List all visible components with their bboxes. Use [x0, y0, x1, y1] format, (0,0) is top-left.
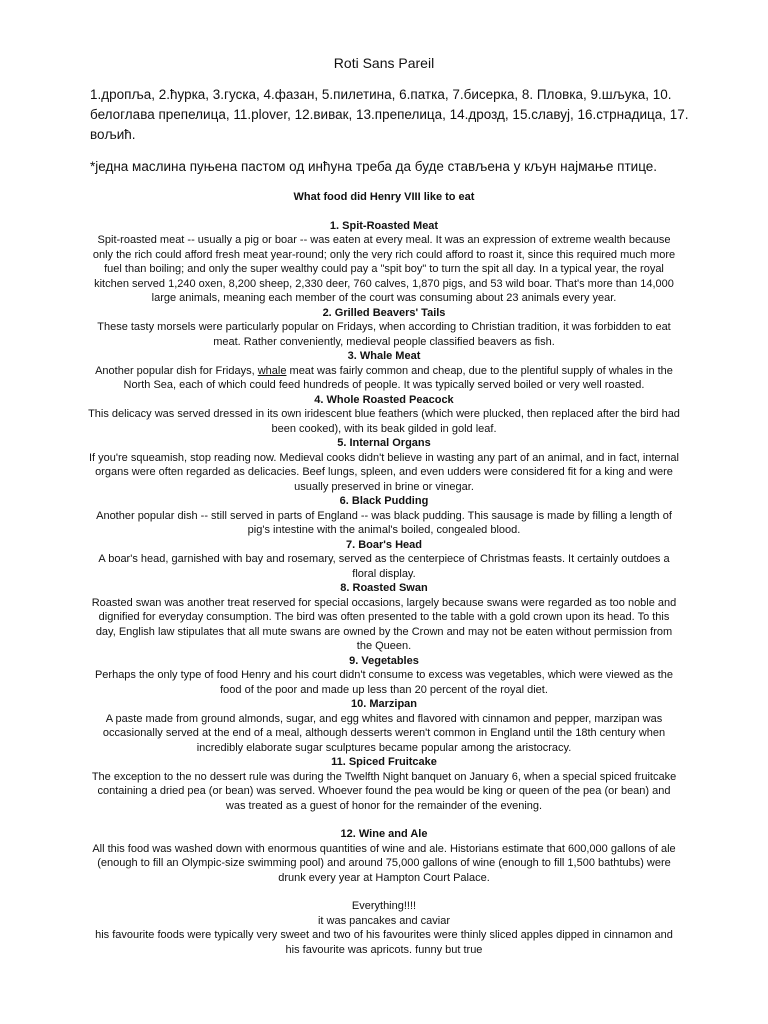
section-heading: 6. Black Pudding [339, 495, 429, 507]
section-heading: 5. Internal Organs [337, 437, 431, 449]
closing-line: his favourite foods were typically very sweet and two of his favourites were thinly sliced apples dipped in cinnamon and his favourite was apricots. funny but true [95, 929, 673, 956]
section-body: Another popular dish -- still served in parts of England -- was black pudding. This sausage is made by filling a length of pig's intestine with the animal's boiled, congealed blood. [96, 509, 672, 536]
section-heading: 7. Boar's Head [346, 538, 422, 551]
section-body: A paste made from ground almonds, sugar, and egg whites and flavored with cinnamon and pepper, marzipan was occasionally served at the end of a meal, although desserts weren't common in England until the 18th century when incredibly elaborate sugar sculptures became popular among the aristocracy. [102, 712, 666, 754]
spacer [88, 885, 680, 899]
olive-note: *једна маслина пуњена пастом од инћуна треба да буде стављена у кљун најмање птице. [90, 159, 658, 174]
section-2 [88, 306, 680, 350]
closing [88, 899, 680, 957]
section-body: This delicacy was served dressed in its own iridescent blue feathers (which were plucked, then replaced after the bird had been cooked), with its beak gilded in gold leaf. [88, 408, 680, 435]
page-title: Roti Sans Pareil [333, 55, 435, 71]
section-body: Roasted swan was another treat reserved for special occasions, largely because swans were regarded as too noble and dignified for everyday consumption. The bird was often presented to the table with a gold crown upon its head. To this day, English law stipulates that all mute swans are owned by the Crown and may not be eaten without permission from the Queen. [91, 596, 677, 652]
section-heading: 10. Marzipan [350, 698, 418, 710]
section-heading: 2. Grilled Beavers' Tails [322, 306, 446, 319]
section-7 [88, 538, 680, 582]
section-body [88, 364, 680, 393]
section-heading: 4. Whole Roasted Peacock [314, 393, 454, 406]
whale-link[interactable]: whale [257, 364, 287, 377]
section-8 [88, 581, 680, 654]
section-5 [88, 436, 680, 494]
section-body: If you're squeamish, stop reading now. Medieval cooks didn't believe in wasting any part of an animal, and in fact, internal organs were often regarded as delicacies. Beef lungs, spleen, and even udders were considered fit for a king and were usually preserved in brine or vinegar. [89, 451, 679, 493]
section-6 [88, 494, 680, 538]
section-body: The exception to the no dessert rule was during the Twelfth Night banquet on January 6, when a special spiced fruitcake containing a dried pea (or bean) was served. Whoever found the pea would be king or queen of the pea (or bean) and was treated as a guest of honor for the remainder of the evening. [91, 770, 677, 812]
section-heading: 12. Wine and Ale [340, 828, 428, 840]
section-body: Perhaps the only type of food Henry and his court didn't consume to excess was vegetables, which were viewed as the food of the poor and made up less than 20 percent of the royal diet. [94, 669, 674, 696]
section-heading: 8. Roasted Swan [340, 582, 428, 594]
closing-line: it was pancakes and caviar [317, 914, 451, 927]
spacer [88, 813, 680, 827]
section-heading: 1. Spit-Roasted Meat [329, 219, 439, 232]
section-body: A boar's head, garnished with bay and rosemary, served as the centerpiece of Christmas feasts. It certainly outdoes a floral display. [98, 553, 670, 580]
section-heading: 9. Vegetables [349, 654, 419, 667]
section-1 [88, 219, 680, 306]
section-10 [88, 697, 680, 755]
section-4 [88, 393, 680, 437]
section-heading: 11. Spiced Fruitcake [331, 756, 437, 768]
article [88, 190, 680, 957]
section-body: Spit-roasted meat -- usually a pig or boar -- was eaten at every meal. It was an expression of extreme wealth because only the rich could afford fresh meat year-round; only the very rich could afford to roast it, since this required much more fuel than boiling; and only the super wealthy could pay a "spit boy" to turn the spit all day. In a typical year, the royal kitchen served 1,240 oxen, 8,200 sheep, 2,330 deer, 760 calves, 1,870 pigs, and 53 wild boar. That's more than 14,000 large animals, meaning each member of the court was consuming about 23 animals every year. [92, 234, 676, 304]
section-body: All this food was washed down with enormous quantities of wine and ale. Historians estimate that 600,000 gallons of ale (enough to fill an Olympic-size swimming pool) and around 75,000 gallons of wine (enough to fill 1,500 bathtubs) were drunk every year at Hampton Court Palace. [92, 842, 676, 884]
section-body-text: Another popular dish for Fridays, [95, 364, 258, 377]
section-11 [88, 755, 680, 813]
section-body-text: meat was fairly common and cheap, due to the plentiful supply of whales in the North Sea, each of which could feed hundreds of people. It was typically served boiled or very well roasted. [123, 364, 673, 391]
section-body: These tasty morsels were particularly popular on Fridays, when according to Christian tradition, it was forbidden to eat meat. Rather conveniently, medieval people classified beavers as fish. [97, 321, 671, 348]
closing-line: Everything!!!! [351, 900, 417, 912]
article-title: What food did Henry VIII like to eat [293, 191, 475, 203]
section-9 [88, 654, 680, 698]
section-12 [88, 827, 680, 885]
section-heading: 3. Whale Meat [347, 350, 421, 362]
bird-list: 1.дропља, 2.ћурка, 3.гуска, 4.фазан, 5.пилетина, 6.патка, 7.бисерка, 8. Пловка, 9.шљука, 10. белоглава препелица, 11.plover, 12.вивак, 13.препелица, 14.дрозд, 15.славуј, 16.стрнадица, 17. вољић. [90, 87, 689, 142]
section-3 [88, 349, 680, 393]
